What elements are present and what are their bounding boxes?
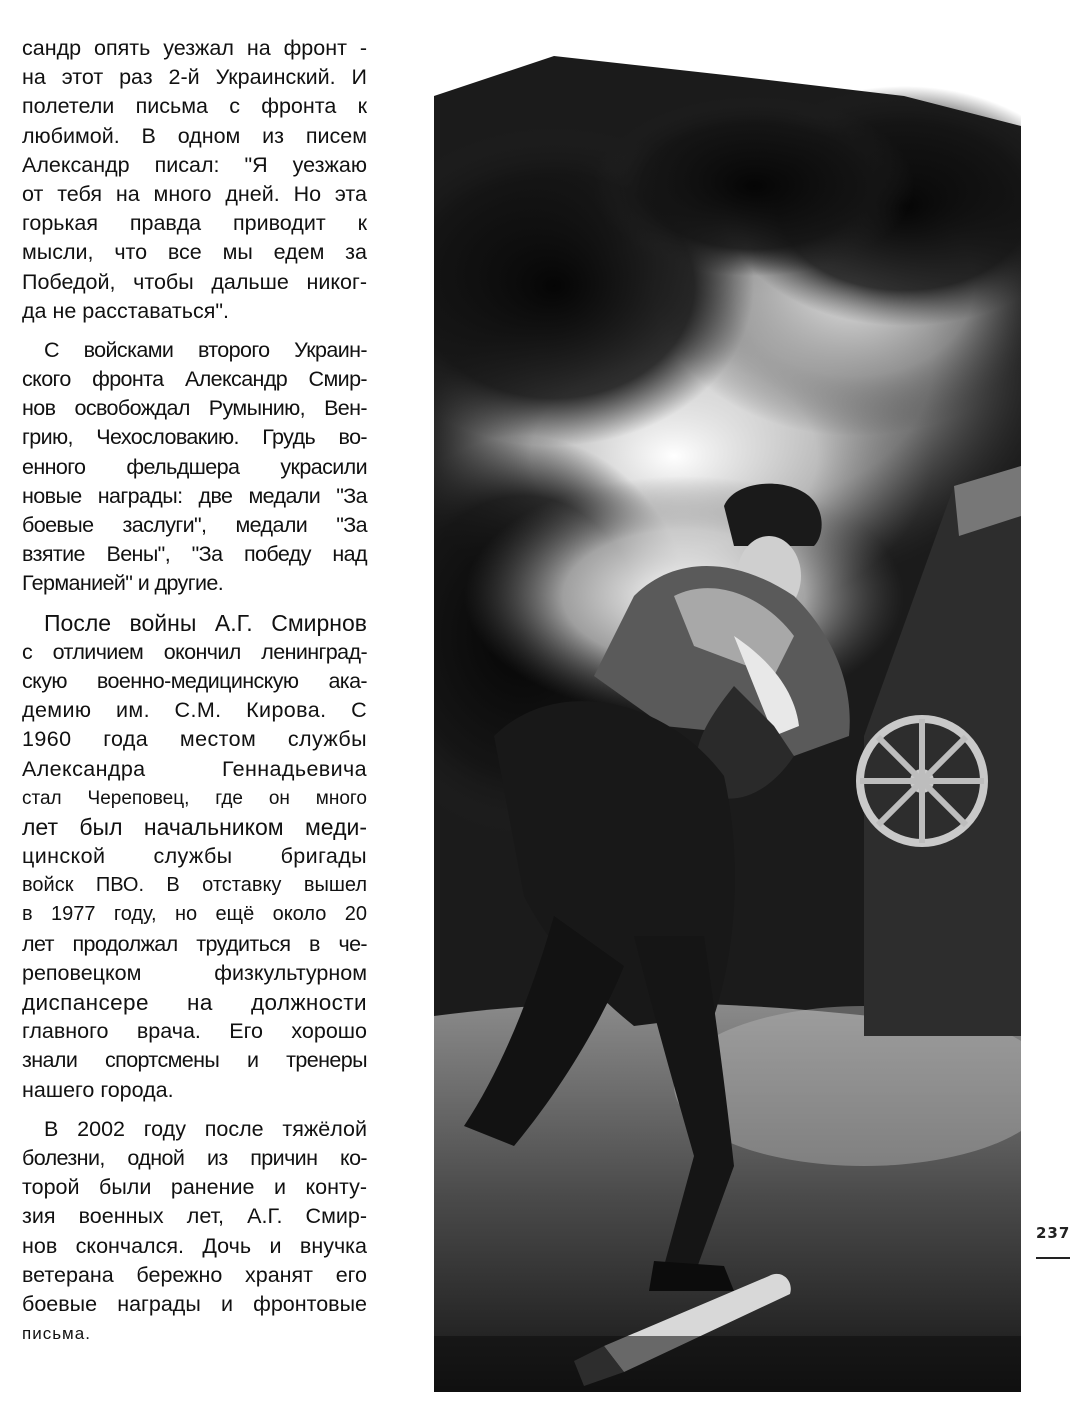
text-line: скую военно-медицинскую ака-: [22, 668, 367, 693]
text-line: боевые награды и фронтовые: [22, 1291, 367, 1316]
text-line: войск ПВО. В отставку вышел: [22, 874, 367, 897]
text-line: цинской службы бригады: [22, 844, 367, 869]
text-line: взятие Вены", "За победу над: [22, 542, 367, 567]
paragraph-1: [22, 34, 367, 326]
text-line: на этот раз 2-й Украинский. И: [22, 65, 367, 90]
text-line: новые награды: две медали "За: [22, 483, 367, 508]
text-line: главного врача. Его хорошо: [22, 1019, 367, 1044]
text-line: знали спортсмены и тренеры: [22, 1048, 367, 1073]
text-line: болезни, одной из причин ко-: [22, 1145, 367, 1170]
text-line: с отличием окончил ленинград-: [22, 639, 367, 664]
page-number: 237: [1036, 1224, 1071, 1242]
text-line: сандр опять уезжал на фронт -: [22, 36, 367, 60]
wheel-illustration: [860, 719, 984, 843]
text-line: демию им. С.М. Кирова. С: [22, 698, 367, 723]
text-line: После войны А.Г. Смирнов: [44, 609, 367, 636]
text-line: от тебя на много дней. Но эта: [22, 181, 367, 206]
text-line: В 2002 году после тяжёлой: [44, 1116, 367, 1141]
paragraph-3: [22, 609, 367, 1105]
photo-illustration: [434, 36, 1021, 1392]
text-line: грию, Чехословакию. Грудь во-: [22, 425, 367, 450]
text-line: нашего города.: [22, 1077, 174, 1102]
text-line: полетели письма с фронта к: [22, 94, 367, 119]
text-line: любимой. В одном из писем: [22, 123, 367, 148]
text-line: боевые заслуги", медали "За: [22, 513, 367, 537]
text-line: Победой, чтобы дальше никог-: [22, 269, 367, 294]
text-line: ского фронта Александр Смир-: [22, 367, 367, 392]
paragraph-4: [22, 1115, 367, 1349]
text-line: С войсками второго Украин-: [44, 337, 367, 362]
text-line: Германией" и другие.: [22, 571, 224, 596]
page-number-rule: [1036, 1257, 1070, 1259]
text-line: нов скончался. Дочь и внучка: [22, 1233, 367, 1258]
text-line: 1960 года местом службы: [22, 727, 367, 752]
text-line: письма.: [22, 1324, 91, 1344]
text-line: Александр писал: "Я уезжаю: [22, 152, 367, 177]
text-line: ветерана бережно хранят его: [22, 1262, 367, 1287]
text-line: торой были ранение и конту-: [22, 1175, 367, 1200]
war-photograph: [434, 36, 1021, 1392]
text-line: мысли, что все мы едем за: [22, 240, 367, 265]
text-line: в 1977 году, но ещё около 20: [22, 903, 367, 926]
text-line: стал Череповец, где он много: [22, 787, 367, 809]
paragraph-2: [22, 336, 367, 599]
text-line: зия военных лет, А.Г. Смир-: [22, 1204, 367, 1229]
text-line: горькая правда приводит к: [22, 211, 367, 236]
article-text-column: [22, 34, 367, 1348]
text-line: диспансере на должности: [22, 990, 367, 1015]
text-line: нов освобождал Румынию, Вен-: [22, 396, 367, 421]
text-line: Александра Геннадьевича: [22, 756, 367, 781]
text-line: лет был начальником меди-: [22, 813, 367, 840]
text-line: енного фельдшера украсили: [22, 454, 367, 479]
text-line: да не расставаться".: [22, 298, 229, 323]
text-line: реповецком физкультурном: [22, 960, 367, 985]
text-line: лет продолжал трудиться в че-: [22, 931, 367, 956]
